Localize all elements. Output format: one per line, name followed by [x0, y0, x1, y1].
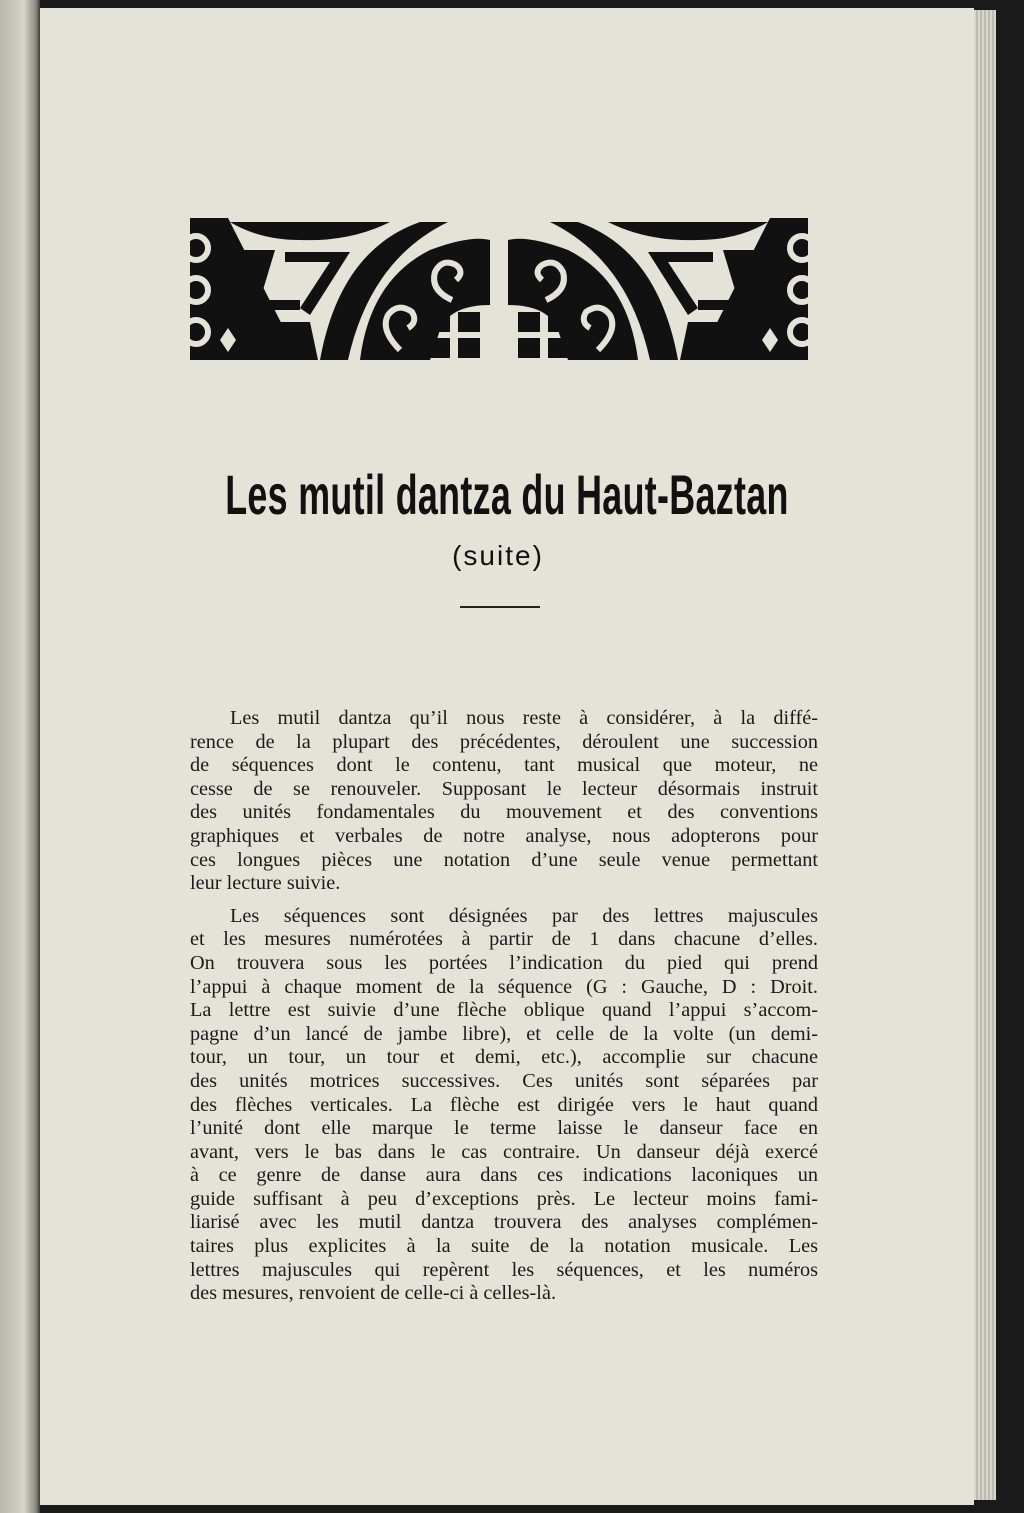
page-edges [974, 10, 996, 1500]
paragraph-1 [190, 707, 818, 896]
text-line: On trouvera sous les portées l’indication du pied qui prend [190, 951, 818, 974]
article-body [190, 707, 818, 1315]
text-line: de séquences dont le contenu, tant musical que moteur, ne [190, 754, 818, 777]
text-line: graphiques et verbales de notre analyse, nous adopterons pour [190, 824, 818, 847]
text-line: pagne d’un lancé de jambe libre), et celle de la volte (un demi- [190, 1022, 818, 1045]
text-line: des unités fondamentales du mouvement et des conventions [190, 801, 818, 824]
page-subtitle: (suite) [452, 540, 544, 571]
text-line: avant, vers le bas dans le cas contraire. Un danseur déjà exercé [190, 1140, 818, 1163]
basque-ornament-icon [190, 210, 808, 360]
text-line: cesse de se renouveler. Supposant le lecteur désormais instruit [190, 777, 818, 800]
text-line: rence de la plupart des précédentes, déroulent une succession [190, 730, 818, 753]
text-line: à ce genre de danse aura dans ces indications laconiques un [190, 1164, 818, 1187]
text-line: des mesures, renvoient de celle-ci à celles-là. [190, 1282, 557, 1305]
title-divider [460, 606, 540, 608]
text-line: taires plus explicites à la suite de la notation musicale. Les [190, 1235, 818, 1258]
text-line: leur lecture suivie. [190, 872, 341, 895]
text-line: La lettre est suivie d’une flèche oblique quand l’appui s’accom- [190, 999, 818, 1022]
text-line: l’unité dont elle marque le terme laisse le danseur face en [190, 1117, 818, 1140]
text-line: liarisé avec les mutil dantza trouvera des analyses complémen- [190, 1211, 818, 1234]
text-line: guide suffisant à peu d’exceptions près. Le lecteur moins fami- [190, 1187, 818, 1210]
text-line: et les mesures numérotées à partir de 1 dans chacune d’elles. [190, 928, 818, 951]
text-line: lettres majuscules qui repèrent les séquences, et les numéros [190, 1258, 818, 1281]
book-gutter [0, 0, 40, 1513]
text-line: Les mutil dantza qu’il nous reste à considérer, à la diffé- [230, 707, 818, 729]
paragraph-2 [190, 905, 818, 1306]
text-line: Les séquences sont désignées par des lettres majuscules [230, 904, 818, 927]
page-title: Les mutil dantza du Haut-Baztan [225, 463, 789, 526]
text-line: ces longues pièces une notation d’une seule venue permettant [190, 848, 818, 871]
text-line: des flèches verticales. La flèche est dirigée vers le haut quand [190, 1093, 818, 1116]
text-line: des unités motrices successives. Ces unités sont séparées par [190, 1069, 818, 1092]
text-line: tour, un tour, un tour et demi, etc.), accomplie sur chacune [190, 1046, 818, 1069]
text-line: l’appui à chaque moment de la séquence (G : Gauche, D : Droit. [190, 975, 818, 998]
